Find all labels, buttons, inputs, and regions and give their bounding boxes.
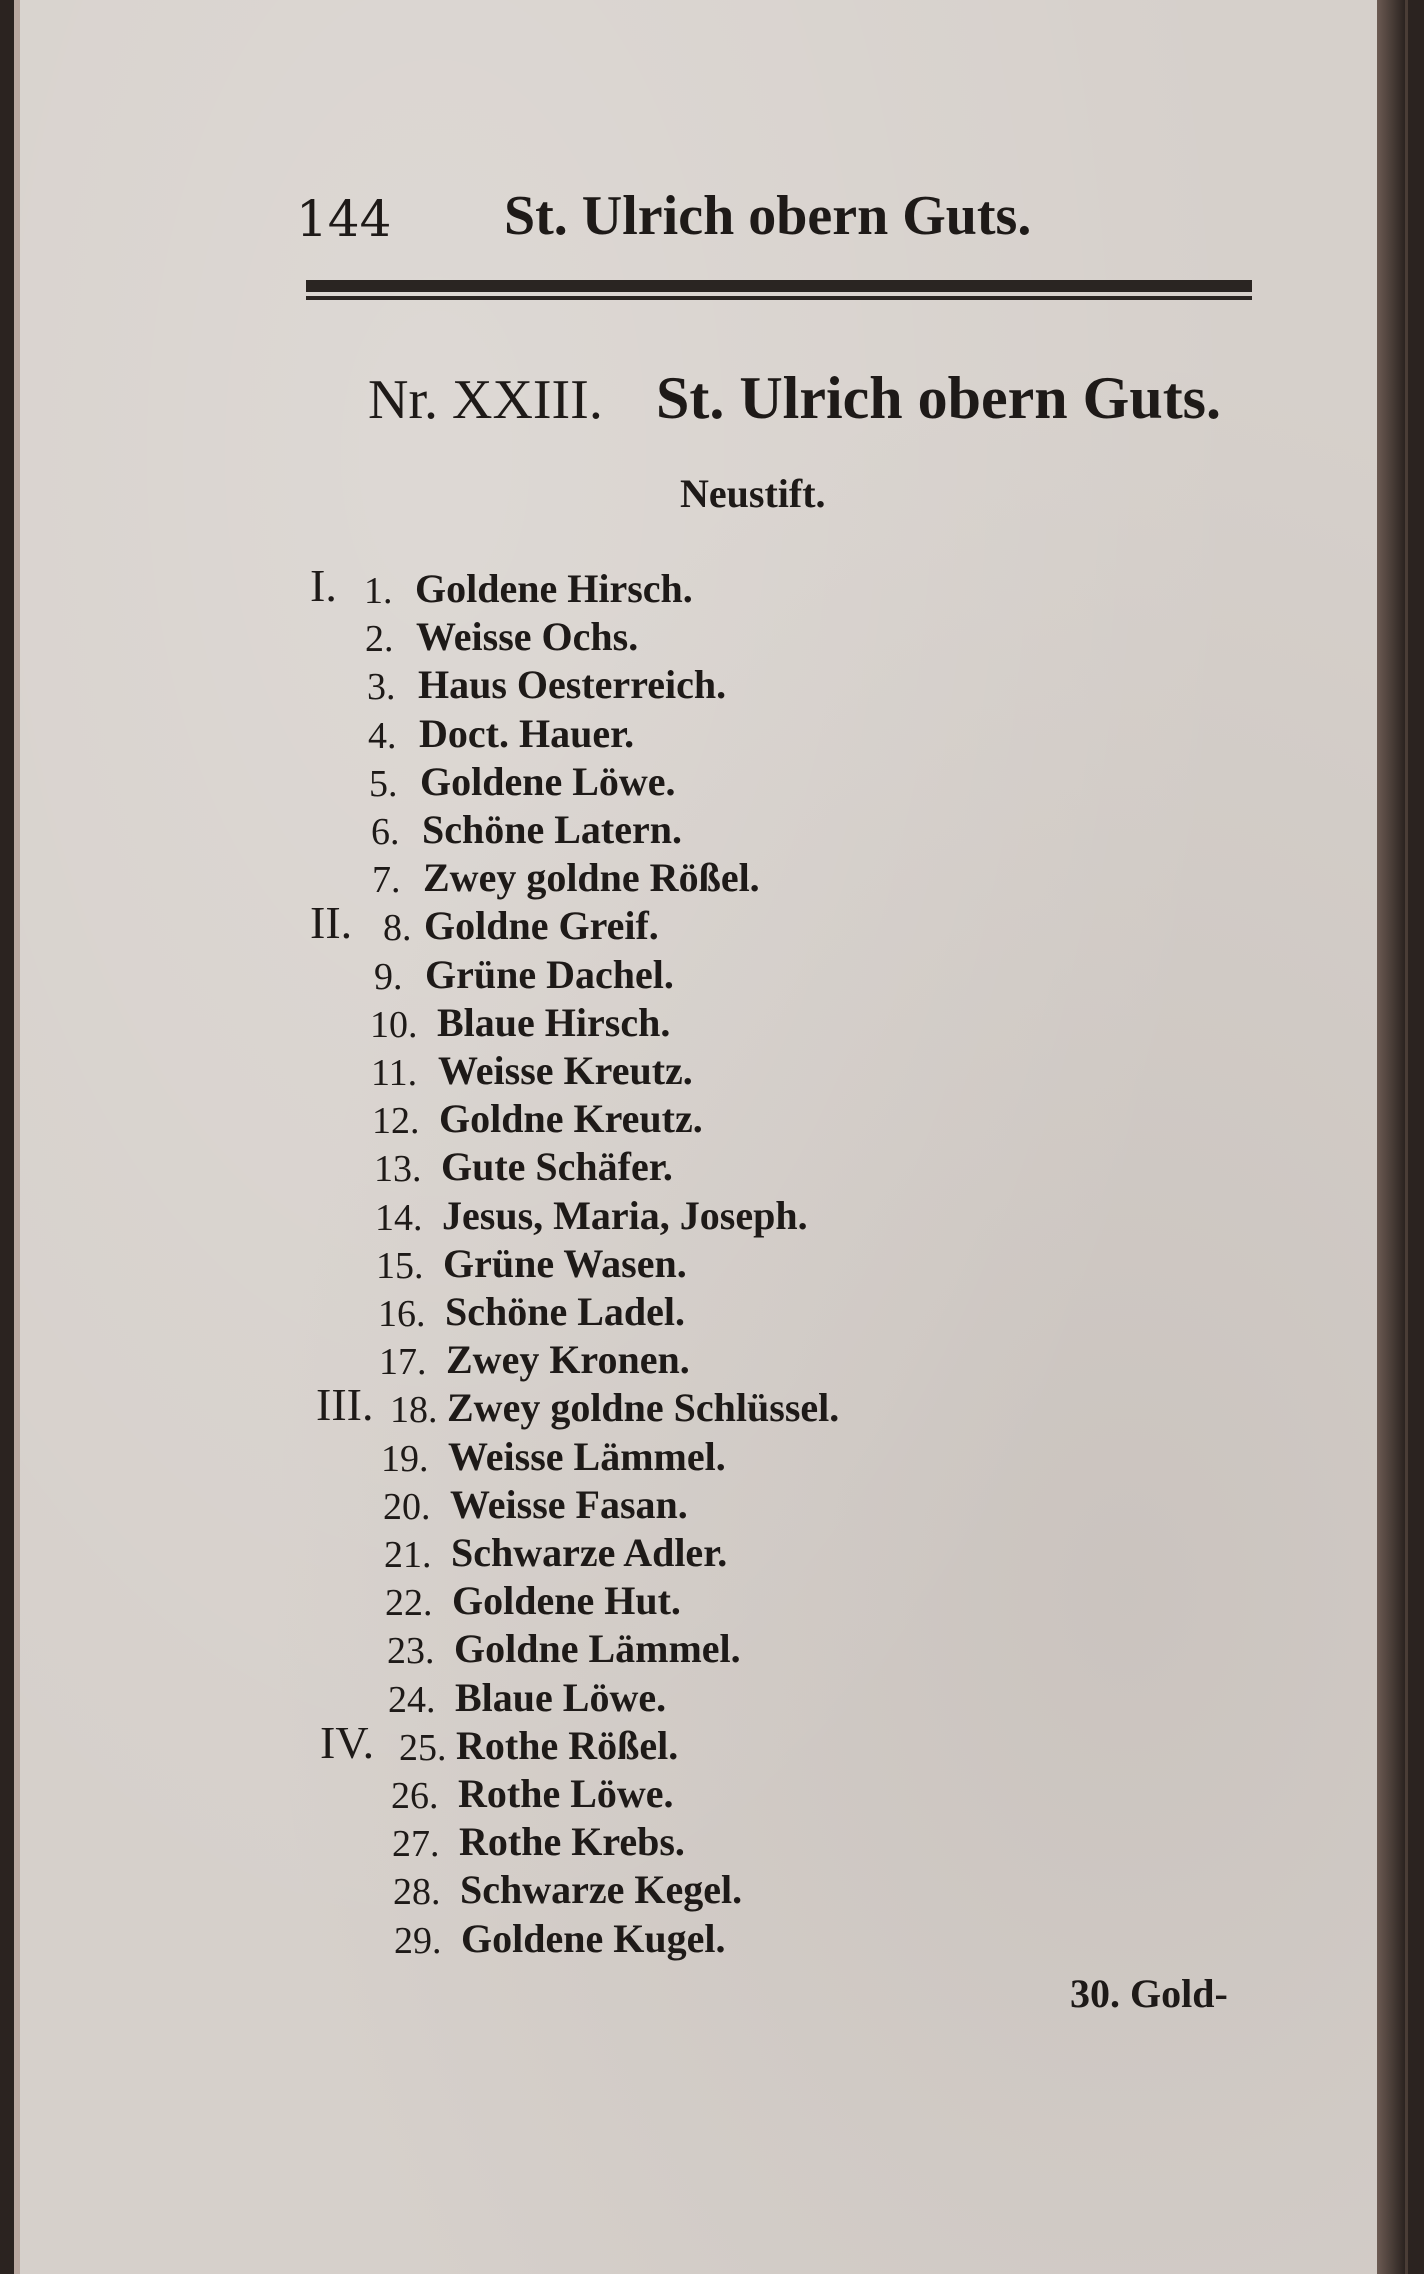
entry-name: Weisse Fasan. — [450, 1481, 688, 1527]
book-page — [14, 0, 1408, 2274]
list-item — [20, 1866, 1320, 1914]
entry-name: Zwey Kronen. — [446, 1337, 690, 1383]
entry-number: 20. — [383, 1485, 431, 1528]
list-item — [20, 1192, 1320, 1240]
running-head — [20, 170, 1405, 250]
entry-number: 12. — [372, 1100, 420, 1143]
entry-name: Rothe Krebs. — [459, 1819, 685, 1865]
entry-number: 25. — [399, 1726, 447, 1769]
entry-number: 26. — [391, 1775, 439, 1817]
entry-number: 8. — [383, 907, 412, 950]
entry-number: 13. — [374, 1148, 422, 1191]
entry-name: Gute Schäfer. — [441, 1144, 673, 1190]
entry-name: Schwarze Kegel. — [460, 1867, 743, 1913]
entry-name: Jesus, Maria, Joseph. — [442, 1192, 808, 1238]
list-item — [20, 854, 1320, 902]
list-item — [20, 1143, 1320, 1191]
header-rule-thick — [306, 280, 1252, 292]
list-item — [20, 1095, 1320, 1143]
district-subheading: Neustift. — [680, 471, 826, 516]
list-item — [20, 758, 1320, 806]
entry-name: Grüne Wasen. — [443, 1240, 687, 1286]
list-item — [20, 1577, 1320, 1625]
entry-number: 16. — [378, 1293, 426, 1335]
entry-number: 23. — [387, 1630, 435, 1673]
entry-name: Haus Oesterreich. — [418, 662, 727, 708]
group-numeral: I. — [310, 560, 337, 611]
entry-number: 5. — [369, 762, 398, 805]
list-item — [20, 1625, 1320, 1673]
entry-number: 2. — [365, 618, 394, 661]
list-item — [20, 1433, 1320, 1481]
entry-name: Goldne Kreutz. — [439, 1096, 703, 1142]
catchword: 30. Gold- — [1070, 1971, 1228, 2016]
entry-number: 7. — [372, 859, 401, 902]
list-item — [20, 1240, 1320, 1288]
entry-number: 4. — [368, 714, 397, 757]
entry-number: 14. — [375, 1196, 423, 1239]
entry-name: Schöne Ladel. — [445, 1289, 686, 1334]
list-item — [20, 560, 1320, 613]
list-item — [20, 951, 1320, 999]
list-item — [20, 1529, 1320, 1577]
entry-name: Goldene Hirsch. — [415, 566, 693, 611]
entry-number: 24. — [388, 1678, 436, 1721]
group-numeral: IV. — [320, 1716, 375, 1768]
list-item — [20, 1716, 1320, 1770]
entry-name: Doct. Hauer. — [419, 710, 635, 756]
section-title: St. Ulrich obern Guts. — [656, 365, 1222, 431]
entry-number: 9. — [374, 955, 403, 998]
entry-name: Schöne Latern. — [422, 807, 682, 852]
list-item — [20, 1336, 1320, 1384]
section-number: Nr. XXIII. — [368, 369, 603, 431]
entry-name: Goldene Löwe. — [420, 758, 676, 804]
entry-number: 10. — [370, 1003, 418, 1046]
header-rule — [306, 280, 1252, 302]
entry-name: Weisse Ochs. — [416, 614, 639, 660]
list-item — [20, 613, 1320, 661]
list-item — [20, 1047, 1320, 1095]
entry-number: 3. — [367, 666, 396, 709]
book-spine — [1377, 0, 1405, 2274]
entry-name: Goldne Lämmel. — [454, 1626, 741, 1672]
entry-name: Goldene Hut. — [452, 1578, 681, 1624]
entry-name: Blaue Hirsch. — [437, 999, 671, 1045]
list-item — [20, 897, 1320, 950]
list-item — [20, 1674, 1320, 1722]
entry-number: 6. — [371, 811, 400, 853]
entry-number: 17. — [379, 1341, 427, 1384]
section-heading — [20, 360, 1405, 440]
entry-name: Weisse Kreutz. — [438, 1048, 693, 1093]
entry-number: 28. — [393, 1871, 441, 1914]
header-rule-thin — [306, 296, 1252, 300]
entry-number: 27. — [392, 1823, 440, 1866]
entry-name: Goldene Kugel. — [461, 1915, 726, 1961]
list-item — [20, 806, 1320, 854]
entry-number: 19. — [381, 1437, 429, 1480]
entry-name: Weisse Lämmel. — [448, 1433, 726, 1479]
entry-number: 11. — [371, 1052, 418, 1094]
entry-number: 18. — [390, 1389, 438, 1432]
entry-number: 22. — [385, 1582, 433, 1625]
entry-name: Zwey goldne Schlüssel. — [447, 1385, 840, 1431]
entry-number: 15. — [376, 1244, 424, 1287]
entry-name: Blaue Löwe. — [455, 1674, 667, 1720]
list-item — [20, 1915, 1320, 1963]
page-number: 144 — [296, 190, 392, 248]
entry-number: 21. — [384, 1534, 432, 1576]
entry-number: 29. — [394, 1919, 442, 1962]
group-numeral: III. — [316, 1379, 374, 1431]
list-item — [20, 999, 1320, 1047]
list-item — [20, 661, 1320, 709]
entry-name: Rothe Löwe. — [458, 1771, 674, 1816]
list-item — [20, 1818, 1320, 1866]
group-numeral: II. — [310, 897, 353, 949]
entry-name: Schwarze Adler. — [451, 1530, 728, 1575]
list-item — [20, 1288, 1320, 1336]
entry-name: Grüne Dachel. — [425, 951, 674, 997]
entry-name: Zwey goldne Rößel. — [423, 855, 760, 901]
list-item — [20, 1379, 1320, 1432]
list-item — [20, 710, 1320, 758]
list-item — [20, 1481, 1320, 1529]
entry-number: 1. — [364, 570, 393, 612]
running-title: St. Ulrich obern Guts. — [504, 185, 1032, 247]
entry-name: Goldne Greif. — [424, 903, 659, 949]
list-item — [20, 1770, 1320, 1818]
entry-name: Rothe Rößel. — [456, 1722, 679, 1768]
